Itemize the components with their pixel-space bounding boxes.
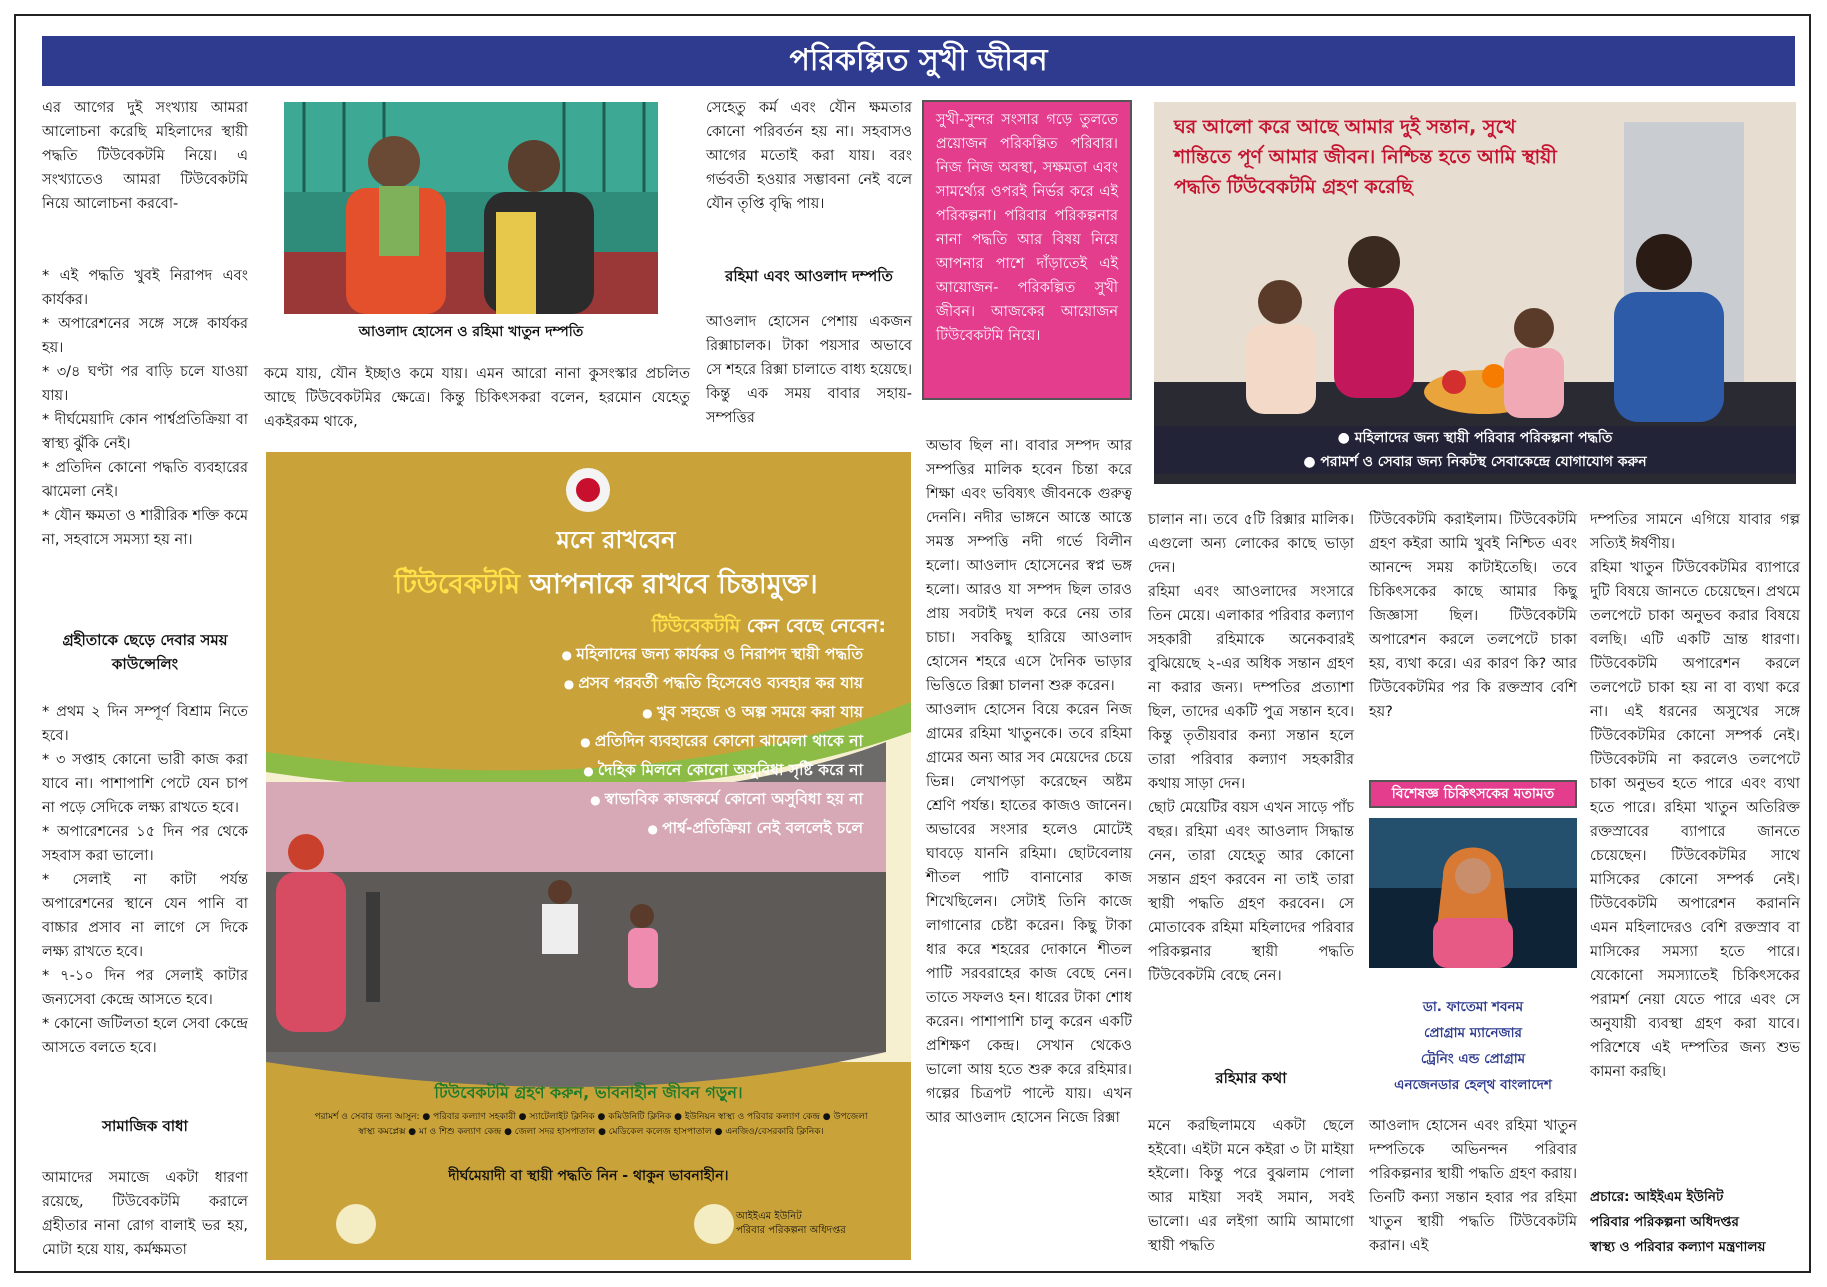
poster-reason: ● প্রতিদিন ব্যবহারের কোনো ঝামেলা থাকে না [562,727,863,756]
family-bullet: ● মহিলাদের জন্য স্থায়ী পরিবার পরিকল্পনা পদ্ধতি [1337,430,1613,446]
poster-reason: ● দৈহিক মিলনে কোনো অসুবিধা সৃষ্টি করে না [562,756,863,785]
rahima-words-text: মনে করছিলামযে একটা ছেলে হইবো। এইটা মনে কইরা ৩ টা মাইয়া হইলো। কিন্তু পরে বুঝলাম পোলা আর মাইয়া সবই সমান, সবই ভালো। এর লইগা আমি আমাগো স্থায়ী পদ্ধতি [1148,1118,1354,1254]
doctor-opinion-label: বিশেষজ্ঞ চিকিৎসকের মতামত [1369,780,1577,808]
doctor-answer-text: দম্পতির সামনে এগিয়ে যাবার গল্প সত্যিই ঈর্ষণীয়। রহিমা খাতুন টিউবেকটমির ব্যাপারে দুটি বিষয়ে জানতে চেয়েছেন। প্রথমে তলপেটে চাকা অনুভব করার বিষয়ে বলছি। এটি একটি ভ্রান্ত ধারণা। টিউবেকটমি অপারেশন করলে তলপেটে চাকা হয় না বা ব্যথা করে না। এই ধরনের অসুখের সঙ্গে টিউবেকটমির কোনো সম্পর্ক নেই। টিউবেকটমি না করলেও তলপেটে চাকা অনুভব হতে পারে এবং ব্যথা হতে পারে। রহিমা খাতুন অতিরিক্ত রক্তস্রাবের ব্যাপারে জানতে চেয়েছেন। টিউবেকটমির সাথে মাসিকের কোনো সম্পর্ক নেই। টিউবেকটমি অপারেশন করাননি এমন মহিলাদেরও বেশি রক্তস্রাব বা মাসিকের সমস্যা হতে পারে। যেকোনো সমস্যাতেই চিকিৎসকের পরামর্শ নেয়া যেতে পারে এবং সে অনুযায়ী ব্যবস্থা গ্রহণ করা যাবে। পরিশেষে এই দম্পতির জন্য শুভ কামনা করছি। [1590,512,1800,1080]
poster-reminder: মনে রাখবেন [556,526,676,554]
intro-text: এর আগের দুই সংখ্যায় আমরা আলোচনা করেছি মহিলাদের স্থায়ী পদ্ধতি টিউবেকটমি নিয়ে। এ সংখ্যাতেও আমরা টিউবেকটমি নিয়ে আলোচনা করবো- [42,100,248,212]
social-barrier-text: আমাদের সমাজে একটা ধারণা রয়েছে, টিউবেকটমি করালে গ্রহীতার নানা রোগ বালাই ভর হয়, মোটা হয়ে যায়, কর্মক্ষমতা [42,1170,248,1258]
poster-reasons [562,640,863,843]
poster-reason: ● খুব সহজে ও অল্প সময়ে করা যায় [562,698,863,727]
poster-reason: ● মহিলাদের জন্য কার্যকর ও নিরাপদ স্থায়ী পদ্ধতি [562,640,863,669]
couple-story-heading: রহিমা এবং আওলাদ দম্পতি [725,267,893,285]
family-story-text: চালান না। তবে ৫টি রিক্সার মালিক। এগুলো অন্য লোকের কাছে ভাড়া দেন। রহিমা এবং আওলাদের সংসারে তিন মেয়ে। এলাকার পরিবার কল্যাণ সহকারী রহিমাকে অনেকবারই বুঝিয়েছে ২-এর অধিক সন্তান গ্রহণ না করার জন্য। দম্পতির প্রত্যাশা ছিল, তাদের একটি পুত্র সন্তান হবে। কিন্তু তৃতীয়বার কন্যা সন্তান হলে তারা পরিবার কল্যাণ সহকারীর কথায় সাড়া দেন। ছোট মেয়েটির বয়স এখন সাড়ে পাঁচ বছর। রহিমা এবং আওলাদ সিদ্ধান্ত নেন, তারা যেহেতু আর কোনো সন্তান গ্রহণ করবেন না তাই তারা স্থায়ী পদ্ধতি গ্রহণ করবেন। সে মোতাবেক রহিমা মহিলাদের পরিবার পরিকল্পনার স্থায়ী পদ্ধতি টিউবেকটমি বেছে নেন। [1148,512,1354,984]
poster-tagline: দীর্ঘমেয়াদী বা স্থায়ী পদ্ধতি নিন - থাকুন ভাবনাহীন। [448,1168,729,1184]
family-quote: ঘর আলো করে আছে আমার দুই সন্তান, সুখে শান্তিতে পূর্ণ আমার জীবন। নিশ্চিন্ত হতে আমি স্থায়ী পদ্ধতি টিউবেকটমি গ্রহণ করেছি [1174,116,1557,198]
doctor-info: ডা. ফাতেমা শবনম প্রোগ্রাম ম্যানেজার ট্রেনিং এন্ড প্রোগ্রাম এনজেনডার হেল্থ বাংলাদেশ [1394,999,1552,1093]
poster-headline: টিউবেকটমি আপনাকে রাখবে চিন্তামুক্ত। [394,569,818,600]
tubectomy-poster [266,452,911,1260]
couple-photo [284,102,658,314]
social-barrier-heading: সামাজিক বাধা [102,1117,188,1135]
doctor-photo [1369,818,1577,968]
poster-unit-credit: আইইএম ইউনিট পরিবার পরিকল্পনা অধিদপ্তর [736,1211,846,1236]
couple-caption: আওলাদ হোসেন ও রহিমা খাতুন দম্পতি [358,324,584,340]
poster-reason: ● প্রসব পরবর্তী পদ্ধতি হিসেবেও ব্যবহার কর যায় [562,669,863,698]
rahima-heading: রহিমার কথা [1215,1069,1287,1087]
story-continued-text: অভাব ছিল না। বাবার সম্পদ আর সম্পত্তির মালিক হবেন চিন্তা করে শিক্ষা এবং ভবিষ্যৎ জীবনকে গুরুত্ব দেননি। নদীর ভাঙ্গনে আস্তে আস্তে সমস্ত সম্পত্তি নদী গর্ভে বিলীন হলো। আওলাদ হোসেনের স্বপ্ন ভঙ্গ হলো। আরও যা সম্পদ ছিল তারও প্রায় সবটাই দখল করে নেয় তার চাচা। সবকিছু হারিয়ে আওলাদ হোসেন শহরে এসে দৈনিক ভাড়ার ভিত্তিতে রিক্সা চালনা শুরু করেন। আওলাদ হোসেন বিয়ে করেন নিজ গ্রামের রহিমা খাতুনকে। তবে রহিমা গ্রামের অন্য আর সব মেয়েদের চেয়ে ভিন্ন। লেখাপড়া করেছেন অষ্টম শ্রেণি পর্যন্ত। হাতের কাজও জানেন। অভাবের সংসার হলেও মোটেই ঘাবড়ে যাননি রহিমা। ছোটবেলায় শীতল পাটি বানানোর কাজ শিখেছিলেন। সেটাই তিনি কাজে লাগানোর চেষ্টা করেন। কিছু টাকা ধার করে শহরের দোকানে শীতল পাটি সরবরাহের কাজ বেছে নেন। তাতে সফলও হন। ধারের টাকা শোধ করেন। পাশাপাশি চালু করেন একটি প্রশিক্ষণ কেন্দ্র। সেখান থেকেও ভালো আয় হতে শুরু করে রহিমার। গল্পের চিত্রপট পাল্টে যায়। এখন আর আওলাদ হোসেন নিজে রিক্সা [926,438,1132,1126]
benefits-list: * এই পদ্ধতি খুবই নিরাপদ এবং কার্যকর। * অপারেশনের সঙ্গে সঙ্গে কার্যকর হয়। * ৩/৪ ঘণ্টা পর বাড়ি চলে যাওয়া যায়। * দীর্ঘমেয়াদি কোন পার্শ্বপ্রতিক্রিয়া বা স্বাস্থ্য ঝুঁকি নেই। * প্রতিদিন কোনো পদ্ধতি ব্যবহারের ঝামেলা নেই। * যৌন ক্ষমতা ও শারীরিক শক্তি কমে না, সহবাসে সমস্যা হয় না। [42,268,248,548]
intro-callout-box: সুখী-সুন্দর সংসার গড়ে তুলতে প্রয়োজন পরিকল্পিত পরিবার। নিজ নিজ অবস্থা, সক্ষমতা এবং সামর্থ্যের ওপরই নির্ভর করে এই পরিকল্পনা। পরিবার পরিকল্পনার নানা পদ্ধতি আর বিষয় নিয়ে আপনার পাশে দাঁড়াতেই এই আয়োজন- পরিকল্পিত সুখী জীবন। আজকের আয়োজন টিউবেকটমি নিয়ে। [922,100,1132,400]
poster-contact-list: পরামর্শ ও সেবার জন্য আসুন: ● পরিবার কল্যাণ সহকারী ● স্যাটেলাইট ক্লিনিক ● কমিউনিটি ক্লিনিক ● ইউনিয়ন স্বাস্থ্য ও পরিবার কল্যাণ কেন্দ্র ● উপজেলা স্বাস্থ্য কমপ্লেক্স ● মা ও শিশু কল্যাণ কেন্দ্র ● জেলা সদর হাসপাতাল ● মেডিকেল কলেজ হাসপাতাল ● এনজিও/বেসরকারি ক্লিনিক। [314,1112,868,1137]
poster-reason: ● পার্শ্ব-প্রতিক্রিয়া নেই বললেই চলে [562,814,863,843]
rahima-question-text: টিউবেকটমি করাইলাম। টিউবেকটমি গ্রহণ কইরা আমি খুবই নিশ্চিত এবং আনন্দে সময় কাটাইতেছি। তবে চিকিৎসকের কাছে আমার কিছু জিজ্ঞাসা ছিল। টিউবেকটমি অপারেশন করলে তলপেটে চাকা হয়, ব্যথা করে। এর কারণ কি? আর টিউবেকটমির পর কি রক্তস্রাব বেশি হয়? [1369,512,1577,720]
hormone-text: সেহেতু কর্ম এবং যৌন ক্ষমতার কোনো পরিবর্তন হয় না। সহবাসও আগের মতোই করা যায়। বরং গর্ভবতী হওয়ার সম্ভাবনা নেই বলে যৌন তৃপ্তি বৃদ্ধি পায়। [706,100,912,212]
counseling-list: * প্রথম ২ দিন সম্পূর্ণ বিশ্রাম নিতে হবে। * ৩ সপ্তাহ কোনো ভারী কাজ করা যাবে না। পাশাপাশি পেটে যেন চাপ না পড়ে সেদিকে লক্ষ্য রাখতে হবে। * অপারেশনের ১৫ দিন পর থেকে সহবাস করা ভালো। * সেলাই না কাটা পর্যন্ত অপারেশনের স্থানে যেন পানি বা বাচ্চার প্রসাব না লাগে সে দিকে লক্ষ্য রাখতে হবে। * ৭-১০ দিন পর সেলাই কাটার জন্যসেবা কেন্দ্রে আসতে হবে। * কোনো জটিলতা হলে সেবা কেন্দ্রে আসতে বলতে হবে। [42,704,248,1056]
family-photo-bullets [1154,426,1796,474]
counseling-heading: গ্রহীতাকে ছেড়ে দেবার সময় কাউন্সেলিং [62,631,228,673]
poster-why-heading: টিউবেকটমি কেন বেছে নেবেন: [651,615,886,637]
family-bullet: ● পরামর্শ ও সেবার জন্য নিকটস্থ সেবাকেন্দ্রে যোগাযোগ করুন [1303,454,1647,470]
poster-slogan: টিউবেকটমি গ্রহণ করুন, ভাবনাহীন জীবন গড়ুন। [434,1083,743,1102]
poster-reason: ● স্বাভাবিক কাজকর্মে কোনো অসুবিধা হয় না [562,785,863,814]
misconception-text: কমে যায়, যৌন ইচ্ছাও কমে যায়। এমন আরো নানা কুসংস্কার প্রচলিত আছে টিউবেকটমির ক্ষেত্রে। কিন্তু চিকিৎসকরা বলেন, হরমোন যেহেতু একইরকম থাকে, [264,366,690,430]
congratulation-text: আওলাদ হোসেন এবং রহিমা খাতুন দম্পতিকে অভিনন্দন পরিবার পরিকল্পনার স্থায়ী পদ্ধতি গ্রহণ করায়। তিনটি কন্যা সন্তান হবার পর রহিমা খাতুন স্থায়ী পদ্ধতি টিউবেকটমি করান। এই [1369,1118,1577,1254]
couple-story-text: আওলাদ হোসেন পেশায় একজন রিক্সাচালক। টাকা পয়সার অভাবে সে শহরে রিক্সা চালাতে বাধ্য হয়েছে। কিন্তু এক সময় বাবার সহায়-সম্পত্তির [706,314,912,426]
page-title: পরিকল্পিত সুখী জীবন [42,36,1795,86]
publisher-credits: প্রচারে: আইইএম ইউনিট পরিবার পরিকল্পনা অধিদপ্তর স্বাস্থ্য ও পরিবার কল্যাণ মন্ত্রণালয় [1590,1189,1766,1255]
